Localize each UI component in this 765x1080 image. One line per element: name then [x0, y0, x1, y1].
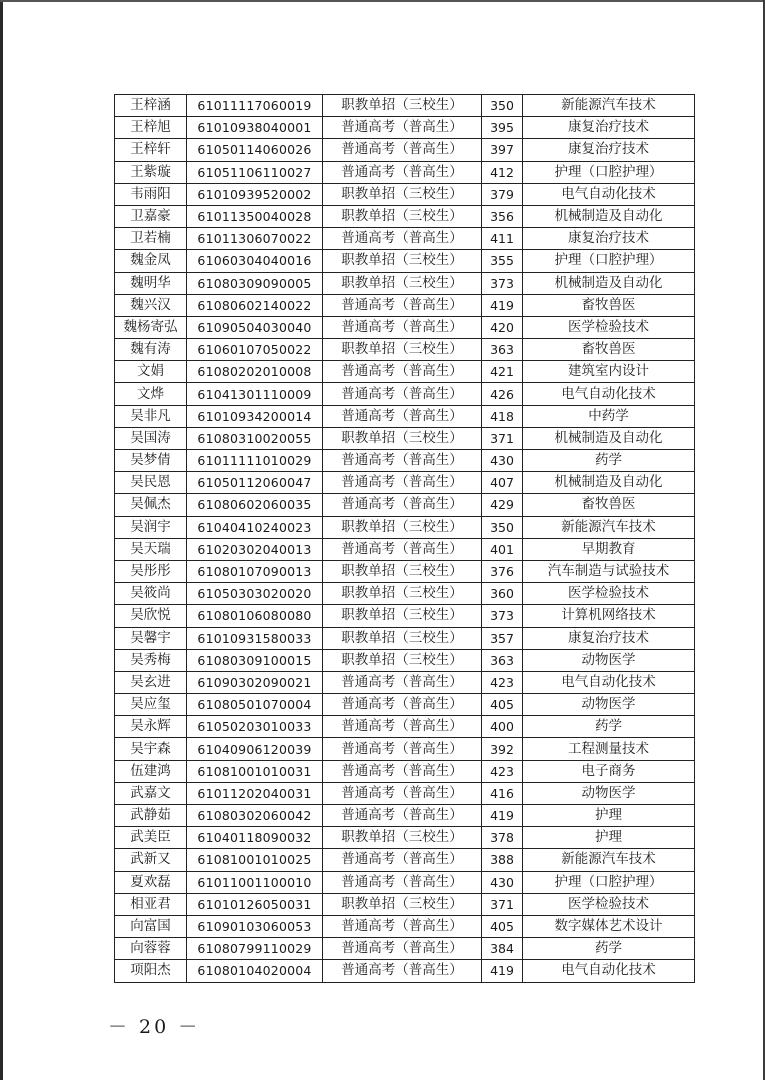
scan-edge-left [0, 0, 3, 1080]
exam-type-cell: 职教单招（三校生） [323, 893, 482, 915]
student-name-cell: 武嘉文 [115, 782, 187, 804]
score-cell: 405 [482, 694, 523, 716]
major-cell: 药学 [523, 716, 695, 738]
major-cell: 机械制造及自动化 [523, 427, 695, 449]
student-name-cell: 武新又 [115, 849, 187, 871]
table-row [115, 538, 695, 560]
student-name-cell: 吴宇森 [115, 738, 187, 760]
exam-number-cell: 61080202010008 [187, 361, 323, 383]
exam-type-cell: 职教单招（三校生） [323, 627, 482, 649]
student-name-cell: 王梓涵 [115, 95, 187, 117]
exam-number-cell: 61080309090005 [187, 272, 323, 294]
student-name-cell: 吴欣悦 [115, 605, 187, 627]
student-name-cell: 吴佩杰 [115, 494, 187, 516]
score-cell: 429 [482, 494, 523, 516]
table-row [115, 760, 695, 782]
exam-type-cell: 普通高考（普高生） [323, 716, 482, 738]
exam-type-cell: 职教单招（三校生） [323, 339, 482, 361]
score-cell: 371 [482, 893, 523, 915]
exam-number-cell: 61080602060035 [187, 494, 323, 516]
student-name-cell: 王梓轩 [115, 139, 187, 161]
student-name-cell: 向蓉蓉 [115, 938, 187, 960]
student-name-cell: 武美臣 [115, 827, 187, 849]
table-row [115, 405, 695, 427]
score-cell: 412 [482, 161, 523, 183]
table-row [115, 938, 695, 960]
table-row [115, 139, 695, 161]
major-cell: 电气自动化技术 [523, 671, 695, 693]
exam-type-cell: 普通高考（普高生） [323, 361, 482, 383]
table-row [115, 605, 695, 627]
student-name-cell: 卫若楠 [115, 228, 187, 250]
major-cell: 工程测量技术 [523, 738, 695, 760]
table-row [115, 450, 695, 472]
major-cell: 新能源汽车技术 [523, 849, 695, 871]
exam-number-cell: 61010931580033 [187, 627, 323, 649]
admission-list-table [114, 94, 695, 983]
exam-type-cell: 职教单招（三校生） [323, 649, 482, 671]
exam-type-cell: 普通高考（普高生） [323, 494, 482, 516]
score-cell: 355 [482, 250, 523, 272]
score-cell: 405 [482, 915, 523, 937]
major-cell: 早期教育 [523, 538, 695, 560]
exam-number-cell: 61060304040016 [187, 250, 323, 272]
major-cell: 护理 [523, 827, 695, 849]
major-cell: 畜牧兽医 [523, 494, 695, 516]
major-cell: 机械制造及自动化 [523, 272, 695, 294]
exam-type-cell: 普通高考（普高生） [323, 938, 482, 960]
table-row [115, 716, 695, 738]
table-row [115, 427, 695, 449]
score-cell: 423 [482, 760, 523, 782]
exam-type-cell: 普通高考（普高生） [323, 694, 482, 716]
table-row [115, 671, 695, 693]
major-cell: 康复治疗技术 [523, 627, 695, 649]
major-cell: 汽车制造与试验技术 [523, 560, 695, 582]
student-name-cell: 吴梦倩 [115, 450, 187, 472]
score-cell: 421 [482, 361, 523, 383]
student-name-cell: 吴筱尚 [115, 583, 187, 605]
major-cell: 药学 [523, 938, 695, 960]
exam-number-cell: 61080104020004 [187, 960, 323, 982]
score-cell: 378 [482, 827, 523, 849]
exam-number-cell: 61080501070004 [187, 694, 323, 716]
table-row [115, 627, 695, 649]
table-row [115, 805, 695, 827]
score-cell: 363 [482, 339, 523, 361]
student-name-cell: 卫嘉豪 [115, 205, 187, 227]
score-cell: 416 [482, 782, 523, 804]
exam-type-cell: 职教单招（三校生） [323, 560, 482, 582]
exam-type-cell: 普通高考（普高生） [323, 849, 482, 871]
student-name-cell: 吴国涛 [115, 427, 187, 449]
exam-number-cell: 61020302040013 [187, 538, 323, 560]
major-cell: 护理 [523, 805, 695, 827]
exam-number-cell: 61011306070022 [187, 228, 323, 250]
student-name-cell: 吴民恩 [115, 472, 187, 494]
major-cell: 动物医学 [523, 649, 695, 671]
exam-type-cell: 普通高考（普高生） [323, 161, 482, 183]
major-cell: 新能源汽车技术 [523, 95, 695, 117]
exam-number-cell: 61010938040001 [187, 117, 323, 139]
table-row [115, 117, 695, 139]
student-name-cell: 王梓旭 [115, 117, 187, 139]
student-name-cell: 吴应玺 [115, 694, 187, 716]
exam-number-cell: 61011202040031 [187, 782, 323, 804]
exam-type-cell: 职教单招（三校生） [323, 427, 482, 449]
score-cell: 418 [482, 405, 523, 427]
student-name-cell: 魏金凤 [115, 250, 187, 272]
exam-number-cell: 61010939520002 [187, 183, 323, 205]
student-name-cell: 魏杨寄弘 [115, 316, 187, 338]
table-row [115, 893, 695, 915]
major-cell: 新能源汽车技术 [523, 516, 695, 538]
score-cell: 392 [482, 738, 523, 760]
exam-type-cell: 普通高考（普高生） [323, 782, 482, 804]
exam-number-cell: 61051106110027 [187, 161, 323, 183]
exam-number-cell: 61011350040028 [187, 205, 323, 227]
score-cell: 395 [482, 117, 523, 139]
table-row [115, 183, 695, 205]
exam-type-cell: 普通高考（普高生） [323, 472, 482, 494]
exam-number-cell: 61040906120039 [187, 738, 323, 760]
score-cell: 373 [482, 272, 523, 294]
student-name-cell: 文烨 [115, 383, 187, 405]
table-row [115, 583, 695, 605]
student-name-cell: 吴天瑞 [115, 538, 187, 560]
exam-type-cell: 职教单招（三校生） [323, 605, 482, 627]
table-row [115, 339, 695, 361]
exam-number-cell: 61011117060019 [187, 95, 323, 117]
major-cell: 医学检验技术 [523, 583, 695, 605]
exam-number-cell: 61050112060047 [187, 472, 323, 494]
exam-number-cell: 61081001010031 [187, 760, 323, 782]
score-cell: 430 [482, 450, 523, 472]
major-cell: 康复治疗技术 [523, 117, 695, 139]
exam-number-cell: 61011001100010 [187, 871, 323, 893]
exam-number-cell: 61040410240023 [187, 516, 323, 538]
major-cell: 医学检验技术 [523, 893, 695, 915]
major-cell: 电气自动化技术 [523, 383, 695, 405]
table-row [115, 205, 695, 227]
table-row [115, 516, 695, 538]
exam-number-cell: 61010934200014 [187, 405, 323, 427]
student-name-cell: 魏有涛 [115, 339, 187, 361]
score-cell: 419 [482, 960, 523, 982]
score-cell: 419 [482, 805, 523, 827]
student-name-cell: 魏明华 [115, 272, 187, 294]
student-name-cell: 相亚君 [115, 893, 187, 915]
exam-type-cell: 普通高考（普高生） [323, 915, 482, 937]
table-row [115, 782, 695, 804]
score-cell: 371 [482, 427, 523, 449]
score-cell: 357 [482, 627, 523, 649]
score-cell: 401 [482, 538, 523, 560]
exam-number-cell: 61081001010025 [187, 849, 323, 871]
score-cell: 356 [482, 205, 523, 227]
exam-number-cell: 61060107050022 [187, 339, 323, 361]
exam-type-cell: 普通高考（普高生） [323, 383, 482, 405]
table-row [115, 383, 695, 405]
exam-number-cell: 61050114060026 [187, 139, 323, 161]
exam-type-cell: 普通高考（普高生） [323, 117, 482, 139]
table-row [115, 694, 695, 716]
score-cell: 360 [482, 583, 523, 605]
score-cell: 388 [482, 849, 523, 871]
exam-type-cell: 普通高考（普高生） [323, 450, 482, 472]
table-row [115, 738, 695, 760]
major-cell: 药学 [523, 450, 695, 472]
table-row [115, 472, 695, 494]
exam-type-cell: 普通高考（普高生） [323, 405, 482, 427]
major-cell: 护理（口腔护理） [523, 161, 695, 183]
student-name-cell: 魏兴汉 [115, 294, 187, 316]
table-row [115, 915, 695, 937]
table-row [115, 560, 695, 582]
student-name-cell: 吴非凡 [115, 405, 187, 427]
score-cell: 397 [482, 139, 523, 161]
exam-type-cell: 职教单招（三校生） [323, 583, 482, 605]
major-cell: 机械制造及自动化 [523, 205, 695, 227]
major-cell: 护理（口腔护理） [523, 871, 695, 893]
exam-number-cell: 61080107090013 [187, 560, 323, 582]
student-name-cell: 吴馨宇 [115, 627, 187, 649]
student-name-cell: 向富国 [115, 915, 187, 937]
score-cell: 426 [482, 383, 523, 405]
score-cell: 379 [482, 183, 523, 205]
exam-type-cell: 职教单招（三校生） [323, 183, 482, 205]
exam-number-cell: 61080602140022 [187, 294, 323, 316]
major-cell: 动物医学 [523, 782, 695, 804]
major-cell: 数字媒体艺术设计 [523, 915, 695, 937]
exam-number-cell: 61050303020020 [187, 583, 323, 605]
score-cell: 411 [482, 228, 523, 250]
score-cell: 376 [482, 560, 523, 582]
score-cell: 400 [482, 716, 523, 738]
exam-type-cell: 普通高考（普高生） [323, 316, 482, 338]
table-row [115, 871, 695, 893]
exam-type-cell: 普通高考（普高生） [323, 760, 482, 782]
table-row [115, 361, 695, 383]
student-name-cell: 韦雨阳 [115, 183, 187, 205]
exam-type-cell: 职教单招（三校生） [323, 827, 482, 849]
score-cell: 430 [482, 871, 523, 893]
exam-number-cell: 61041301110009 [187, 383, 323, 405]
exam-number-cell: 61080309100015 [187, 649, 323, 671]
score-cell: 419 [482, 294, 523, 316]
score-cell: 420 [482, 316, 523, 338]
exam-type-cell: 普通高考（普高生） [323, 871, 482, 893]
table-row [115, 95, 695, 117]
major-cell: 电气自动化技术 [523, 183, 695, 205]
exam-type-cell: 职教单招（三校生） [323, 272, 482, 294]
exam-type-cell: 职教单招（三校生） [323, 250, 482, 272]
score-cell: 350 [482, 95, 523, 117]
major-cell: 护理（口腔护理） [523, 250, 695, 272]
exam-type-cell: 普通高考（普高生） [323, 294, 482, 316]
major-cell: 电子商务 [523, 760, 695, 782]
exam-type-cell: 职教单招（三校生） [323, 516, 482, 538]
admission-list-body [115, 95, 695, 983]
table-row [115, 272, 695, 294]
major-cell: 电气自动化技术 [523, 960, 695, 982]
student-name-cell: 文娟 [115, 361, 187, 383]
table-row [115, 494, 695, 516]
score-cell: 350 [482, 516, 523, 538]
student-name-cell: 吴秀梅 [115, 649, 187, 671]
scan-edge-top [0, 0, 765, 2]
student-name-cell: 吴玄进 [115, 671, 187, 693]
major-cell: 畜牧兽医 [523, 339, 695, 361]
student-name-cell: 王紫璇 [115, 161, 187, 183]
table-row [115, 849, 695, 871]
major-cell: 建筑室内设计 [523, 361, 695, 383]
table-row [115, 649, 695, 671]
exam-number-cell: 61080799110029 [187, 938, 323, 960]
major-cell: 康复治疗技术 [523, 228, 695, 250]
table-row [115, 316, 695, 338]
exam-number-cell: 61050203010033 [187, 716, 323, 738]
exam-type-cell: 普通高考（普高生） [323, 671, 482, 693]
score-cell: 423 [482, 671, 523, 693]
score-cell: 407 [482, 472, 523, 494]
student-name-cell: 伍建鸿 [115, 760, 187, 782]
student-name-cell: 夏欢磊 [115, 871, 187, 893]
table-row [115, 827, 695, 849]
table-row [115, 161, 695, 183]
major-cell: 计算机网络技术 [523, 605, 695, 627]
score-cell: 363 [482, 649, 523, 671]
exam-type-cell: 普通高考（普高生） [323, 738, 482, 760]
student-name-cell: 吴润宇 [115, 516, 187, 538]
exam-type-cell: 普通高考（普高生） [323, 139, 482, 161]
major-cell: 医学检验技术 [523, 316, 695, 338]
exam-number-cell: 61090103060053 [187, 915, 323, 937]
exam-number-cell: 61011111010029 [187, 450, 323, 472]
page-number: － 20 － [108, 1016, 201, 1038]
exam-type-cell: 普通高考（普高生） [323, 538, 482, 560]
score-cell: 384 [482, 938, 523, 960]
student-name-cell: 项阳杰 [115, 960, 187, 982]
major-cell: 动物医学 [523, 694, 695, 716]
major-cell: 中药学 [523, 405, 695, 427]
exam-type-cell: 普通高考（普高生） [323, 805, 482, 827]
major-cell: 畜牧兽医 [523, 294, 695, 316]
exam-type-cell: 职教单招（三校生） [323, 95, 482, 117]
exam-number-cell: 61090302090021 [187, 671, 323, 693]
exam-type-cell: 普通高考（普高生） [323, 228, 482, 250]
exam-type-cell: 职教单招（三校生） [323, 205, 482, 227]
student-name-cell: 吴永辉 [115, 716, 187, 738]
major-cell: 康复治疗技术 [523, 139, 695, 161]
student-name-cell: 武静茹 [115, 805, 187, 827]
exam-number-cell: 61010126050031 [187, 893, 323, 915]
exam-number-cell: 61080302060042 [187, 805, 323, 827]
major-cell: 机械制造及自动化 [523, 472, 695, 494]
student-name-cell: 吴彤彤 [115, 560, 187, 582]
exam-number-cell: 61090504030040 [187, 316, 323, 338]
table-row [115, 250, 695, 272]
exam-number-cell: 61040118090032 [187, 827, 323, 849]
score-cell: 373 [482, 605, 523, 627]
exam-type-cell: 普通高考（普高生） [323, 960, 482, 982]
table-row [115, 960, 695, 982]
table-row [115, 228, 695, 250]
exam-number-cell: 61080106080080 [187, 605, 323, 627]
table-row [115, 294, 695, 316]
exam-number-cell: 61080310020055 [187, 427, 323, 449]
